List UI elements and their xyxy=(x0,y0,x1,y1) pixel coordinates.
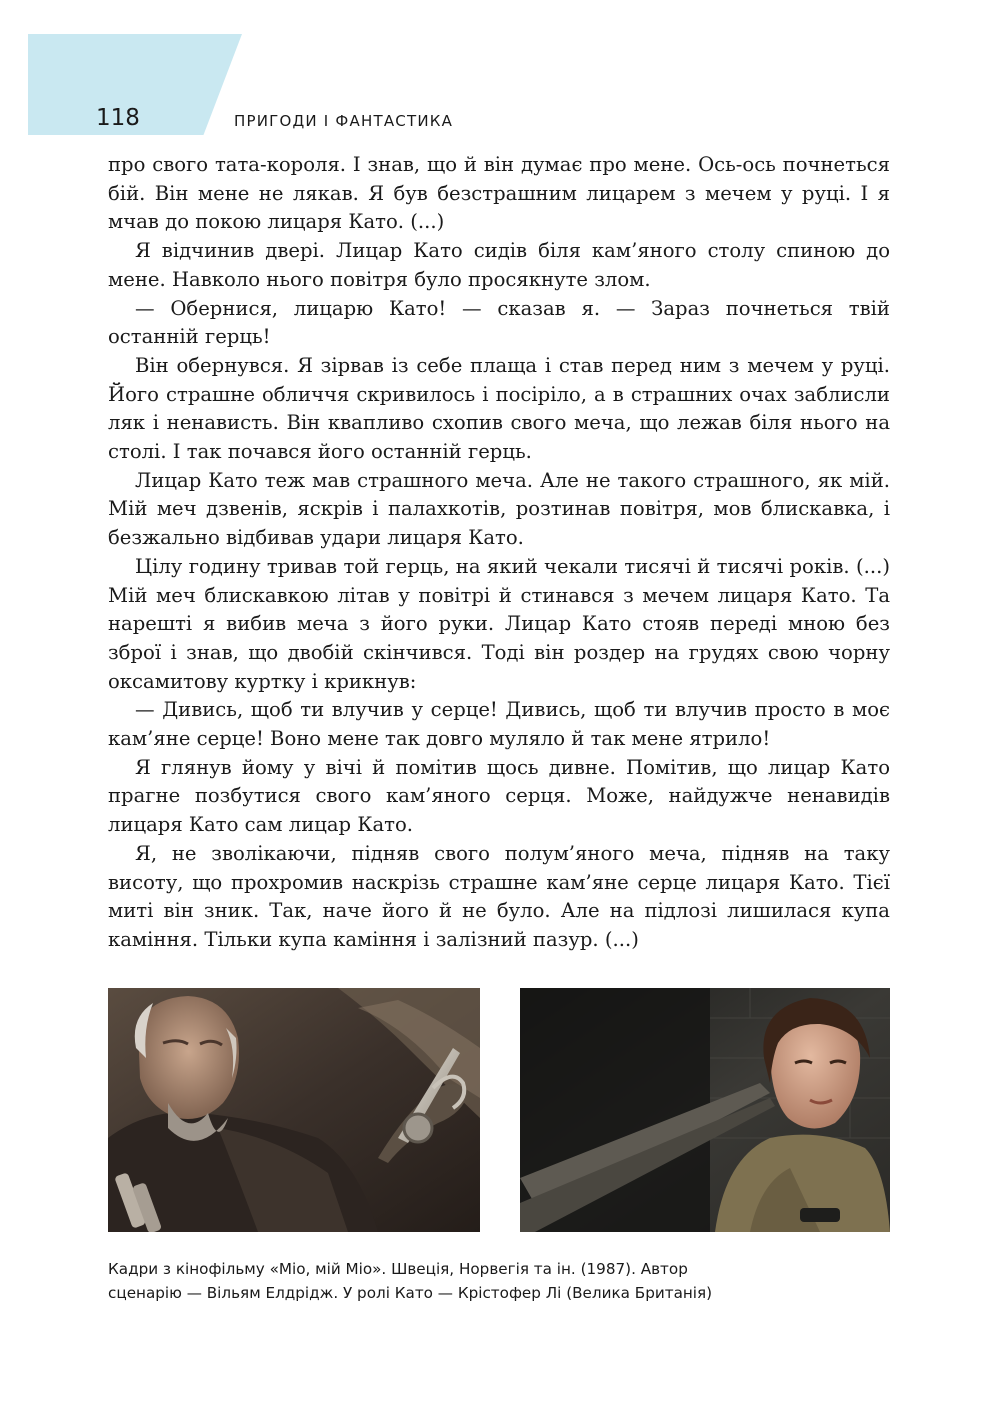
paragraph: Я, не зволікаючи, підняв свого полум’яного меча, підняв на таку висоту, що прохромив наскрізь страшне кам’яне серце лицаря Като. Тієї миті він зник. Так, наче його й не було. Але на підлозі лишилася купа каміння. Тільки купа каміння і залізний пазур. (...) xyxy=(108,841,890,951)
paragraph: Я глянув йому у вічі й помітив щось дивне. Помітив, що лицар Като прагне позбутися свого кам’яного серця. Може, найдужче ненавидів лицаря Като сам лицар Като. xyxy=(108,755,890,837)
caption-line: Кадри з кінофільму «Міо, мій Міо». Швеція, Норвегія та ін. (1987). Автор xyxy=(108,1260,688,1278)
paragraph: — Дивись, щоб ти влучив у серце! Дивись, щоб ти влучив просто в моє кам’яне серце! Воно мене так довго муляло й так мене ятрило! xyxy=(108,698,890,751)
paragraph: Я відчинив двері. Лицар Като сидів біля кам’яного столу спиною до мене. Навколо нього повітря було просякнуте злом. xyxy=(108,239,890,291)
paragraph: — Обернися, лицарю Като! — сказав я. — Зараз почнеться твій останній герць! xyxy=(108,296,890,349)
caption-line: сценарію — Вільям Елдрiдж. У ролі Като — Крістофер Лі (Велика Британія) xyxy=(108,1284,713,1302)
paragraph: Лицар Като теж мав страшного меча. Але не такого страшного, як мій. Мій меч дзвенів, яскрів і палахкотів, розтинав повітря, мов блискавка, і безжально відбивав удари лицаря Като. xyxy=(108,468,890,550)
film-still-hero xyxy=(520,988,890,1232)
photo-caption xyxy=(108,1257,908,1305)
film-still-kato-image xyxy=(108,988,480,1232)
film-still-kato xyxy=(108,988,480,1232)
paragraph: про свого тата-короля. І знав, що й він думає про мене. Ось-ось почнеться бій. Він мене не лякав. Я був безстрашним лицарем з мечем у руці. І я мчав до покою лицаря Като. (...) xyxy=(108,153,890,234)
paragraph: Цілу годину тривав той герць, на який чекали тисячі й тисячі років. (...) Мій меч блискавкою літав у повітрі й стинався з мечем лицаря Като. Та нарешті я вибив меча з його руки. Лицар Като стояв переді мною без зброї і знав, що двобій скінчився. Тоді він роздер на грудях свою чорну оксамитову куртку і крикнув: xyxy=(108,554,890,693)
paragraph: Він обернувся. Я зірвав із себе плаща і став перед ним з мечем у руці. Його страшне обличчя скривилось і посіріло, а в страшних очах заблисли ляк і ненависть. Він квапливо схопив свого меча, що лежав біля нього на столі. І так почався його останній герць. xyxy=(108,353,890,464)
section-title: ПРИГОДИ І ФАНТАСТИКА xyxy=(234,112,454,130)
film-still-hero-image xyxy=(520,988,890,1232)
story-text xyxy=(108,151,890,955)
page-number: 118 xyxy=(96,105,140,131)
